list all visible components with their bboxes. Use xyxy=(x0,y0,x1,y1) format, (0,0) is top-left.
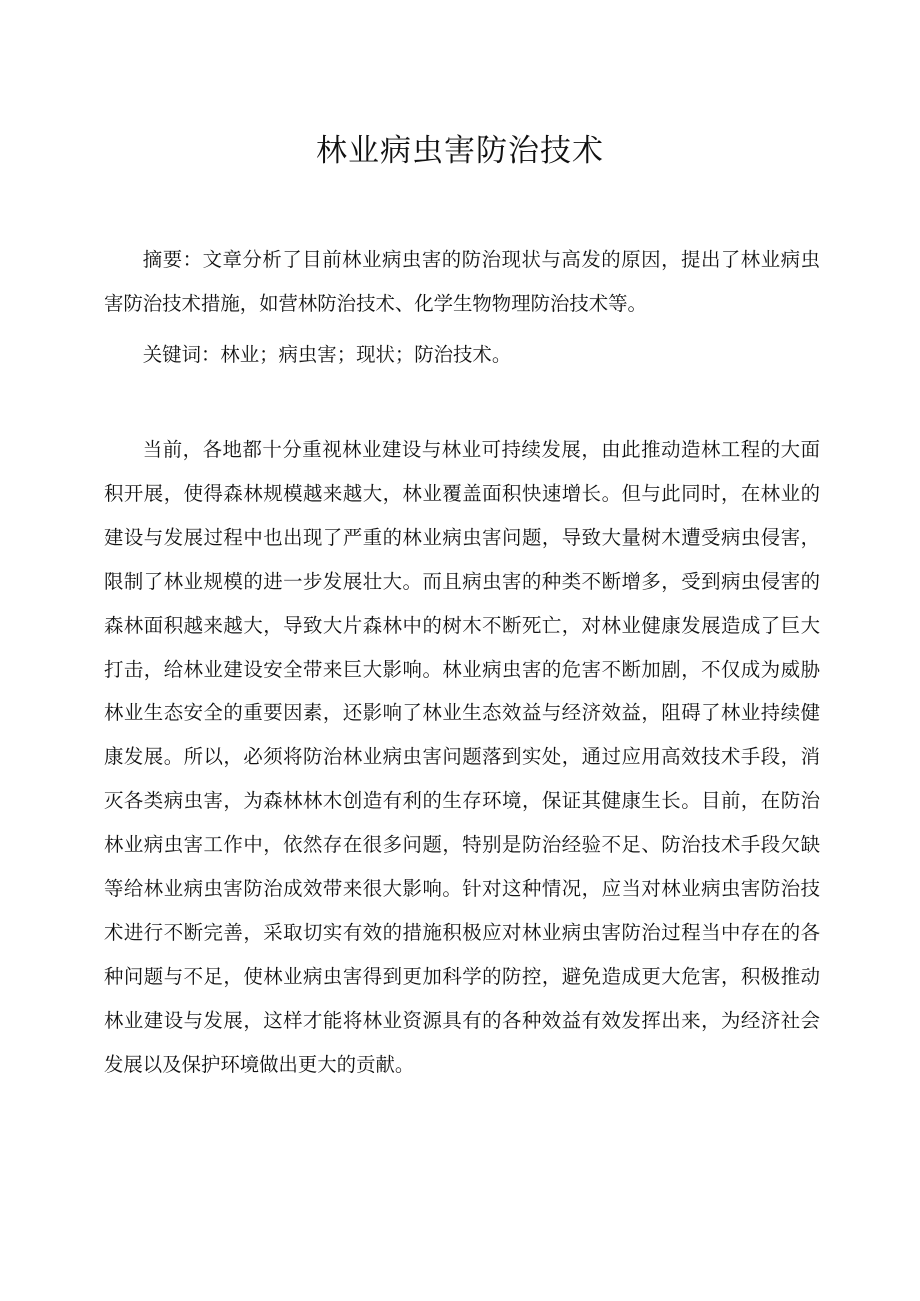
body-paragraph: 当前，各地都十分重视林业建设与林业可持续发展，由此推动造林工程的大面积开展，使得森林规模越来越大，林业覆盖面积快速增长。但与此同时，在林业的建设与发展过程中也出现了严重的林业病虫害问题，导致大量树木遭受病虫侵害，限制了林业规模的进一步发展壮大。而且病虫害的种类不断增多，受到病虫侵害的森林面积越来越大，导致大片森林中的树木不断死亡，对林业健康发展造成了巨大打击，给林业建设安全带来巨大影响。林业病虫害的危害不断加剧，不仅成为威胁林业生态安全的重要因素，还影响了林业生态效益与经济效益，阻碍了林业持续健康发展。所以，必须将防治林业病虫害问题落到实处，通过应用高效技术手段，消灭各类病虫害，为森林林木创造有利的生存环境，保证其健康生长。目前，在防治林业病虫害工作中，依然存在很多问题，特别是防治经验不足、防治技术手段欠缺等给林业病虫害防治成效带来很大影响。针对这种情况，应当对林业病虫害防治技术进行不断完善，采取切实有效的措施积极应对林业病虫害防治过程当中存在的各种问题与不足，使林业病虫害得到更加科学的防控，避免造成更大危害，积极推动林业建设与发展，这样才能将林业资源具有的各种效益有效发挥出来，为经济社会发展以及保护环境做出更大的贡献。 xyxy=(104,438,820,1076)
document-title: 林业病虫害防治技术 xyxy=(316,133,604,169)
abstract-paragraph: 摘要：文章分析了目前林业病虫害的防治现状与高发的原因，提出了林业病虫害防治技术措施，如营林防治技术、化学生物物理防治技术等。 xyxy=(104,248,820,315)
keywords-line: 关键词：林业；病虫害；现状；防治技术。 xyxy=(142,343,512,366)
